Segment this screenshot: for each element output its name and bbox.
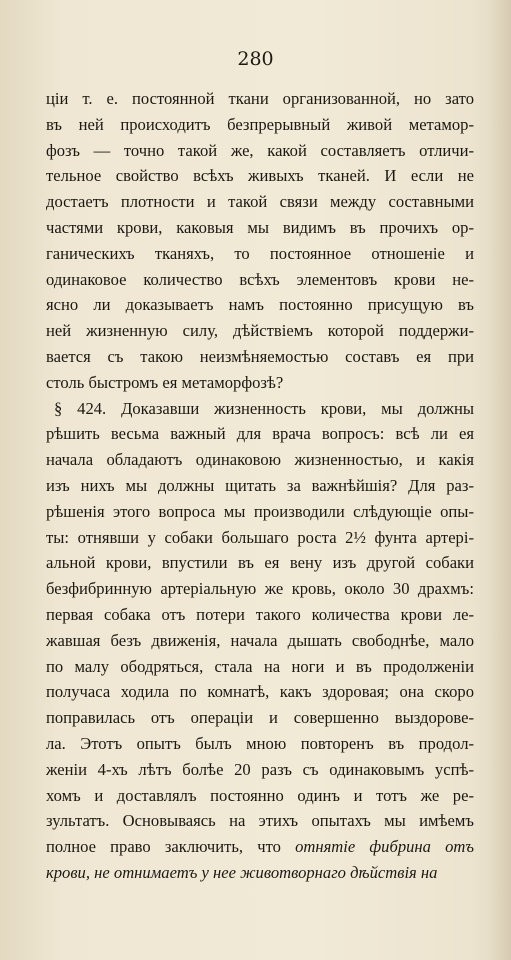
text-line: первая собака отъ потери такого количества крови ле- [46, 604, 474, 624]
text-line: вается съ такою неизмѣняемостью составъ ея при [46, 346, 474, 366]
text-line: достаетъ плотности и такой связи между составными [46, 192, 474, 212]
text-line: ганическихъ тканяхъ, то постоянное отношеніе и [46, 243, 474, 263]
text-line: жавшая безъ движенія, начала дышать свободнѣе, мало [46, 630, 474, 650]
text-line-30-italic: отнятіе фибрина отъ [295, 837, 474, 857]
text-line: альной крови, впустили въ ея вену изъ другой собаки [46, 553, 474, 573]
text-line: изъ нихъ мы должны щитать за важнѣйшія? Для раз- [46, 475, 474, 495]
text-line: рѣшить весьма важный для врача вопросъ: всѣ ли ея [46, 424, 474, 444]
text-line-30 [46, 834, 474, 860]
text-line: въ ней происходитъ безпрерывный живой метамор- [46, 114, 474, 134]
text-line: по малу ободряться, стала на ноги и въ продолженіи [46, 656, 474, 676]
text-line: рѣшенія этого вопроса мы производили слѣдующіе опы- [46, 501, 474, 521]
text-line: начала обладаютъ одинаковою жизненностью, и какія [46, 450, 474, 470]
page-edge-shadow [489, 0, 511, 960]
text-line: столь быстромъ ея метаморфозѣ? [46, 372, 284, 392]
text-line-31-italic: крови, не отнимаетъ у нее животворнаго дѣйствія на [46, 862, 438, 882]
text-line: хомъ и доставлялъ постоянно одинъ и тотъ же ре- [46, 785, 474, 805]
text-line: получаса ходила по комнатѣ, какъ здоровая; она скоро [46, 682, 474, 702]
text-line: фозъ — точно такой же, какой составляетъ отличи- [46, 140, 474, 160]
text-line: одинаковое количество всѣхъ элементовъ крови не- [46, 269, 474, 289]
text-line: зультатъ. Основываясь на этихъ опытахъ мы имѣемъ [46, 811, 474, 831]
text-line-31 [46, 860, 474, 886]
text-line: частями крови, каковыя мы видимъ въ прочихъ ор- [46, 217, 474, 237]
text-line: безфибринную артеріальную же кровь, около 30 драхмъ: [46, 579, 474, 599]
body-text [46, 86, 474, 886]
text-line: тельное свойство всѣхъ живыхъ тканей. И если не [46, 166, 474, 186]
text-line: ла. Этотъ опытъ былъ мною повторенъ въ продол- [46, 733, 474, 753]
page-number: 280 [237, 48, 274, 70]
text-line: поправилась отъ операціи и совершенно выздорове- [46, 708, 474, 728]
text-line: ней жизненную силу, дѣйствіемъ которой поддержи- [46, 321, 474, 341]
text-line: § 424. Доказавши жизненность крови, мы должны [54, 398, 474, 418]
text-line: ясно ли доказываетъ намъ постоянно присущую въ [46, 295, 474, 315]
text-line: женіи 4-хъ лѣтъ болѣе 20 разъ съ одинаковымъ успѣ- [46, 759, 474, 779]
text-line: ты: отнявши у собаки большаго роста 2½ фунта артері- [46, 527, 474, 547]
text-line: ціи т. е. постоянной ткани организованной, но зато [46, 89, 474, 108]
text-line-30-roman: полное право заключить, что [46, 837, 281, 857]
